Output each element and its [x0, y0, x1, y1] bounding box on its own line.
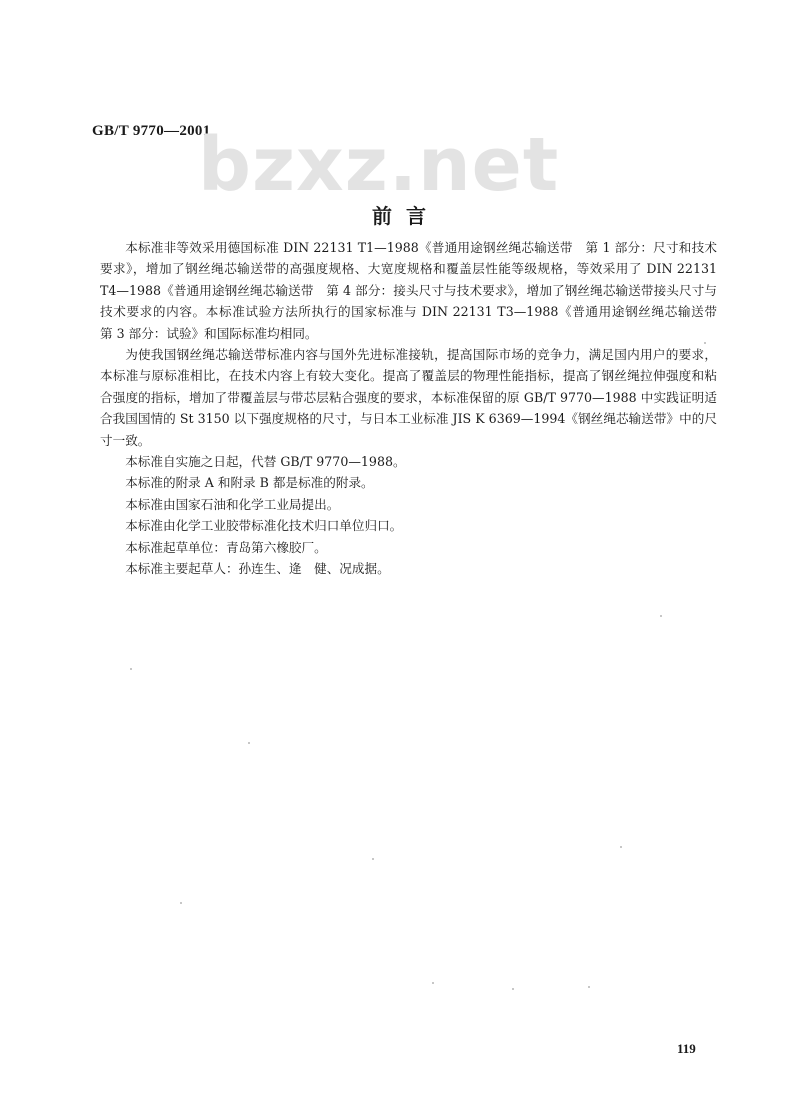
title-char: 前 — [372, 204, 394, 228]
paragraph: 本标准由化学工业胶带标准化技术归口单位归口。 — [125, 518, 403, 534]
scan-speck — [620, 846, 622, 848]
page-number: 119 — [677, 1041, 696, 1056]
foreword-body — [100, 237, 730, 580]
paragraph: 本标准起草单位：青岛第六橡胶厂。 — [125, 539, 327, 555]
paragraph: 本标准非等效采用德国标准 DIN 22131 T1—1988《普通用途钢丝绳芯输送带 第 1 部分：尺寸和技术要求》，增加了钢丝绳芯输送带的高强度规格、大宽度规格和覆盖层性能等级规格，等效采用了 DIN 22131 T4—1988《普通用途钢丝绳芯输送带 第 4 部分：接头尺寸与技术要求》，增加了钢丝绳芯输送带接头尺寸与技术要求的内容。本标准试验方法所执行的国家标准与 DIN 22131 T3—1988《普通用途钢丝绳芯输送带 第 3 部分：试验》和国际标准均相同。 — [100, 240, 730, 341]
scan-speck — [588, 986, 590, 988]
scan-speck — [130, 668, 132, 670]
watermark: bzxz.net — [198, 122, 560, 208]
paragraph: 为使我国钢丝绳芯输送带标准内容与国外先进标准接轨，提高国际市场的竞争力，满足国内用户的要求，本标准与原标准相比，在技术内容上有较大变化。提高了覆盖层的物理性能指标，提高了钢丝绳拉伸强度和粘合强度的指标，增加了带覆盖层与带芯层粘合强度的要求，本标准保留的原 GB/T 9770—1988 中实践证明适合我国国情的 St 3150 以下强度规格的尺寸，与日本工业标准 JIS K 6369—1994《钢丝绳芯输送带》中的尺寸一致。 — [100, 347, 717, 448]
paragraph: 本标准由国家石油和化学工业局提出。 — [125, 496, 340, 512]
scan-speck — [180, 902, 182, 904]
paragraph: 本标准的附录 A 和附录 B 都是标准的附录。 — [125, 475, 374, 491]
paragraph: 本标准自实施之日起，代替 GB/T 9770—1988。 — [125, 454, 406, 470]
scan-speck — [704, 342, 706, 344]
standard-code: GB/T 9770—2001 — [92, 123, 211, 139]
title-char: 言 — [406, 204, 428, 228]
scan-speck — [432, 982, 434, 984]
scan-speck — [248, 742, 250, 744]
page-title — [0, 200, 800, 229]
scan-speck — [660, 615, 662, 617]
scan-speck — [512, 988, 514, 990]
scan-speck — [372, 858, 374, 860]
paragraph: 本标准主要起草人：孙连生、逄 健、况成据。 — [125, 561, 390, 577]
